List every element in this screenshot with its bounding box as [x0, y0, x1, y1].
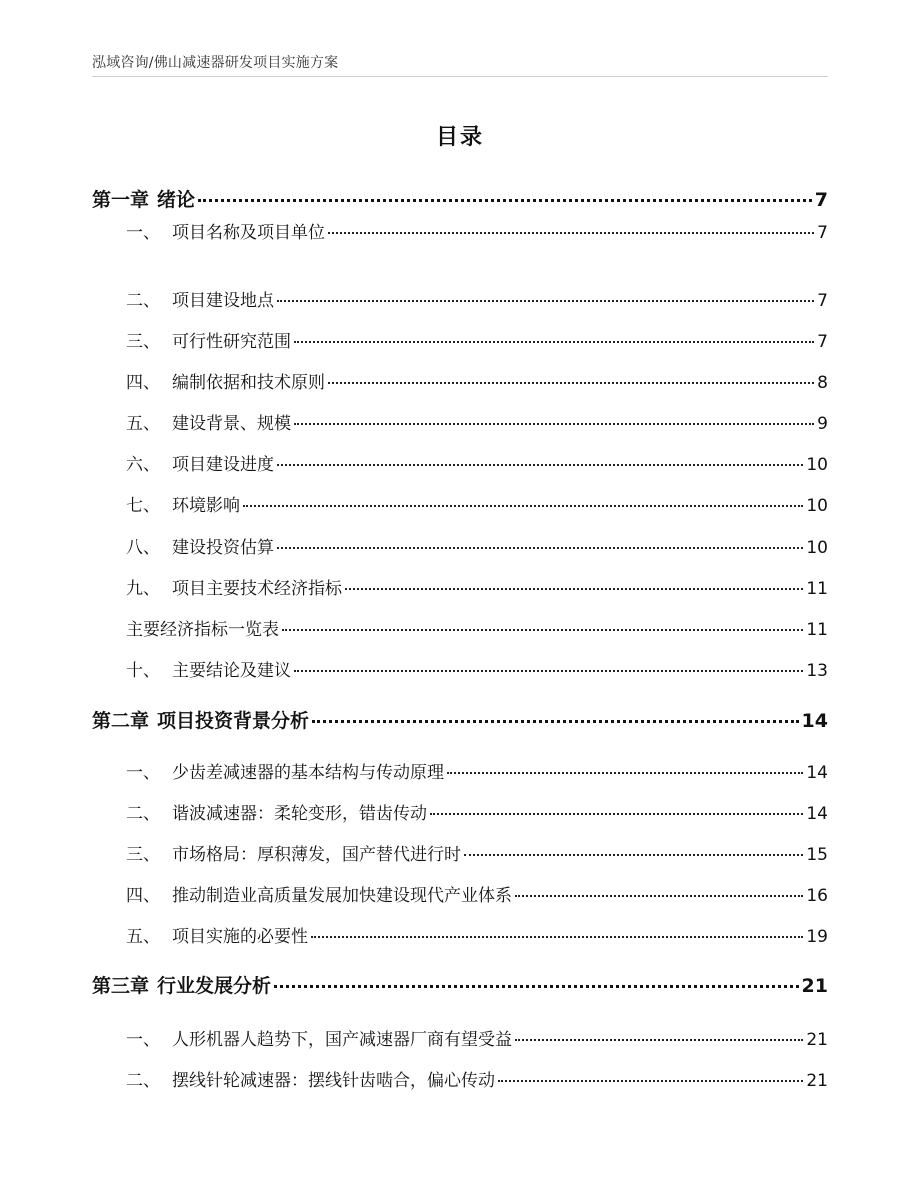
- section-number: 十、: [126, 661, 160, 681]
- dot-leader: [243, 505, 803, 507]
- table-title: 主要经济指标一览表: [126, 620, 279, 640]
- page-number: 16: [806, 886, 828, 906]
- section-number: 八、: [126, 538, 160, 558]
- section-title: 建设投资估算: [172, 538, 274, 558]
- toc-section[interactable]: [126, 574, 828, 599]
- chapter-number: 第一章: [92, 189, 150, 211]
- toc-title: 目录: [435, 125, 484, 150]
- section-number: 七、: [126, 496, 160, 516]
- page-number: 11: [806, 579, 828, 599]
- section-number: 五、: [126, 927, 160, 947]
- header-divider: [92, 76, 828, 77]
- page-number: 21: [806, 1030, 828, 1050]
- toc-section[interactable]: [126, 1066, 828, 1091]
- toc-chapter[interactable]: [92, 185, 828, 212]
- chapter-title: 行业发展分析: [157, 975, 272, 997]
- section-number: 五、: [126, 414, 160, 434]
- toc-section[interactable]: [126, 218, 828, 243]
- section-title: 人形机器人趋势下，国产减速器厂商有望受益: [172, 1030, 512, 1050]
- section-number: 四、: [126, 886, 160, 906]
- dot-leader: [464, 854, 803, 856]
- toc-chapter[interactable]: [92, 706, 828, 733]
- section-title: 推动制造业高质量发展加快建设现代产业体系: [172, 886, 512, 906]
- dot-leader: [277, 464, 803, 466]
- dot-leader: [328, 382, 814, 384]
- page-number: 7: [817, 291, 828, 311]
- toc-chapter[interactable]: [92, 971, 828, 998]
- page-number: 11: [806, 620, 828, 640]
- chapter-number: 第二章: [92, 710, 150, 732]
- section-number: 一、: [126, 1030, 160, 1050]
- section-number: 一、: [126, 223, 160, 243]
- toc-section[interactable]: [126, 286, 828, 311]
- page-header: 泓域咨询/佛山减速器研发项目实施方案: [92, 55, 339, 71]
- page-number: 9: [817, 414, 828, 434]
- toc-section[interactable]: [126, 1025, 828, 1050]
- section-title: 建设背景、规模: [172, 414, 291, 434]
- section-title: 项目建设地点: [172, 291, 274, 311]
- dot-leader: [447, 772, 803, 774]
- section-title: 项目主要技术经济指标: [172, 579, 342, 599]
- toc-section[interactable]: [126, 881, 828, 906]
- section-number: 一、: [126, 763, 160, 783]
- section-title: 项目名称及项目单位: [172, 223, 325, 243]
- dot-leader: [312, 720, 799, 723]
- dot-leader: [515, 895, 803, 897]
- section-title: 编制依据和技术原则: [172, 373, 325, 393]
- toc-section[interactable]: [126, 450, 828, 475]
- section-title: 环境影响: [172, 496, 240, 516]
- chapter-title: 绪论: [157, 189, 196, 211]
- toc-section[interactable]: [126, 758, 828, 783]
- dot-leader: [294, 670, 803, 672]
- dot-leader: [277, 547, 803, 549]
- dot-leader: [311, 936, 803, 938]
- toc-section[interactable]: [126, 533, 828, 558]
- page-number: 8: [817, 373, 828, 393]
- section-number: 二、: [126, 804, 160, 824]
- section-number: 六、: [126, 455, 160, 475]
- section-title: 项目实施的必要性: [172, 927, 308, 947]
- dot-leader: [498, 1080, 803, 1082]
- toc-section[interactable]: [126, 491, 828, 516]
- toc-section[interactable]: [126, 799, 828, 824]
- section-number: 三、: [126, 845, 160, 865]
- dot-leader: [294, 423, 814, 425]
- page-number: 7: [817, 223, 828, 243]
- toc-table-entry[interactable]: [126, 615, 828, 640]
- toc-section[interactable]: [126, 922, 828, 947]
- dot-leader: [430, 813, 803, 815]
- section-title: 谐波减速器：柔轮变形，错齿传动: [172, 804, 427, 824]
- page-number: 7: [814, 189, 828, 211]
- dot-leader: [515, 1039, 803, 1041]
- section-number: 二、: [126, 291, 160, 311]
- page-number: 14: [806, 804, 828, 824]
- page-number: 7: [817, 332, 828, 352]
- section-number: 二、: [126, 1071, 160, 1091]
- dot-leader: [294, 341, 814, 343]
- page-number: 15: [806, 845, 828, 865]
- section-title: 少齿差减速器的基本结构与传动原理: [172, 763, 444, 783]
- chapter-title: 项目投资背景分析: [157, 710, 310, 732]
- toc-section[interactable]: [126, 368, 828, 393]
- section-number: 三、: [126, 332, 160, 352]
- page-number: 14: [801, 710, 828, 732]
- dot-leader: [328, 232, 814, 234]
- section-title: 可行性研究范围: [172, 332, 291, 352]
- page-number: 13: [806, 661, 828, 681]
- page-number: 10: [806, 496, 828, 516]
- toc-section[interactable]: [126, 409, 828, 434]
- toc-section[interactable]: [126, 327, 828, 352]
- chapter-number: 第三章: [92, 975, 150, 997]
- toc-section[interactable]: [126, 656, 828, 681]
- page-number: 14: [806, 763, 828, 783]
- dot-leader: [345, 588, 803, 590]
- section-number: 九、: [126, 579, 160, 599]
- section-title: 摆线针轮减速器：摆线针齿啮合，偏心传动: [172, 1071, 495, 1091]
- section-number: 四、: [126, 373, 160, 393]
- page-number: 10: [806, 455, 828, 475]
- page-number: 21: [801, 975, 828, 997]
- section-title: 市场格局：厚积薄发，国产替代进行时: [172, 845, 461, 865]
- dot-leader: [274, 985, 799, 988]
- page-number: 21: [806, 1071, 828, 1091]
- page-number: 10: [806, 538, 828, 558]
- dot-leader: [282, 629, 803, 631]
- section-title: 主要结论及建议: [172, 661, 291, 681]
- dot-leader: [198, 199, 812, 202]
- page-number: 19: [806, 927, 828, 947]
- toc-section[interactable]: [126, 840, 828, 865]
- dot-leader: [277, 300, 814, 302]
- section-title: 项目建设进度: [172, 455, 274, 475]
